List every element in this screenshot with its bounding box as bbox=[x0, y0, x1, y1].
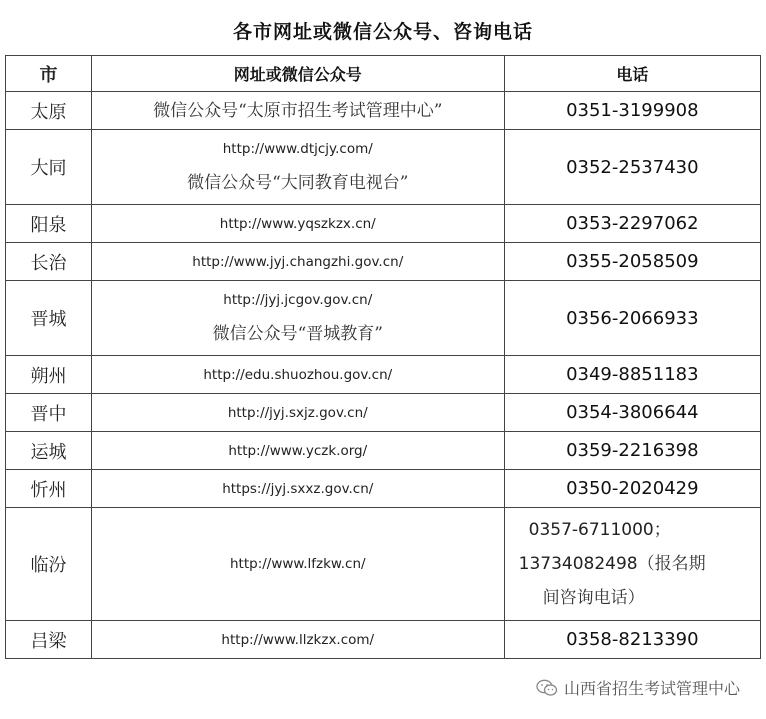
site-cell bbox=[91, 243, 504, 281]
site-cell bbox=[91, 130, 504, 205]
header-city: 市 bbox=[6, 56, 92, 92]
header-site: 网址或微信公众号 bbox=[91, 56, 504, 92]
table-row bbox=[6, 130, 761, 205]
city-cell: 运城 bbox=[6, 432, 92, 470]
city-cell: 晋中 bbox=[6, 394, 92, 432]
city-cell: 长治 bbox=[6, 243, 92, 281]
phone-cell: 0358-8213390 bbox=[504, 621, 760, 659]
website-link[interactable]: http://www.dtjcjy.com/ bbox=[222, 141, 373, 157]
website-link[interactable]: http://edu.shuozhou.gov.cn/ bbox=[203, 366, 393, 383]
site-cell bbox=[91, 621, 504, 659]
table-row bbox=[6, 356, 761, 394]
phone-note: 间咨询电话） bbox=[542, 588, 645, 608]
phone-cell: 0356-2066933 bbox=[504, 281, 760, 356]
site-cell bbox=[91, 205, 504, 243]
website-link[interactable]: http://jyj.sxjz.gov.cn/ bbox=[227, 404, 368, 421]
site-cell bbox=[91, 508, 504, 621]
website-link[interactable]: http://www.llzkzx.com/ bbox=[221, 631, 375, 648]
city-cell: 吕梁 bbox=[6, 621, 92, 659]
phone-cell: 0351-3199908 bbox=[504, 92, 760, 130]
table-header-row bbox=[6, 56, 761, 92]
contact-table bbox=[5, 55, 761, 659]
phone-cell bbox=[504, 508, 760, 621]
city-cell: 晋城 bbox=[6, 281, 92, 356]
website-link[interactable]: https://jyj.sxxz.gov.cn/ bbox=[222, 480, 374, 497]
site-cell bbox=[91, 470, 504, 508]
table-row bbox=[6, 243, 761, 281]
city-cell: 阳泉 bbox=[6, 205, 92, 243]
table-row bbox=[6, 281, 761, 356]
phone-cell: 0359-2216398 bbox=[504, 432, 760, 470]
phone-note: （报名期 bbox=[637, 554, 706, 574]
wechat-account: 微信公众号“晋城教育” bbox=[212, 324, 383, 344]
watermark-text: 山西省招生考试管理中心 bbox=[563, 679, 740, 698]
site-cell bbox=[91, 356, 504, 394]
phone-cell: 0349-8851183 bbox=[504, 356, 760, 394]
city-cell: 朔州 bbox=[6, 356, 92, 394]
website-link[interactable]: http://www.yqszkzx.cn/ bbox=[219, 215, 376, 232]
table-row bbox=[6, 394, 761, 432]
table-row bbox=[6, 508, 761, 621]
watermark bbox=[536, 676, 740, 699]
phone-number: 0357-6711000； bbox=[528, 520, 671, 540]
city-cell: 太原 bbox=[6, 92, 92, 130]
phone-cell: 0354-3806644 bbox=[504, 394, 760, 432]
city-cell: 临汾 bbox=[6, 508, 92, 621]
table-row bbox=[6, 92, 761, 130]
phone-cell: 0353-2297062 bbox=[504, 205, 760, 243]
wechat-icon bbox=[536, 679, 558, 697]
website-link[interactable]: http://jyj.jcgov.gov.cn/ bbox=[223, 292, 373, 308]
wechat-account: 微信公众号“大同教育电视台” bbox=[187, 173, 409, 193]
wechat-account: 微信公众号“太原市招生考试管理中心” bbox=[153, 100, 443, 121]
site-cell bbox=[91, 394, 504, 432]
table-row bbox=[6, 470, 761, 508]
website-link[interactable]: http://www.jyj.changzhi.gov.cn/ bbox=[192, 253, 404, 270]
header-phone: 电话 bbox=[504, 56, 760, 92]
site-cell bbox=[91, 432, 504, 470]
phone-cell: 0350-2020429 bbox=[504, 470, 760, 508]
website-link[interactable]: http://www.lfzkw.cn/ bbox=[229, 556, 366, 572]
city-cell: 忻州 bbox=[6, 470, 92, 508]
phone-cell: 0355-2058509 bbox=[504, 243, 760, 281]
phone-number: 13734082498 bbox=[518, 554, 638, 574]
website-link[interactable]: http://www.yczk.org/ bbox=[228, 442, 368, 459]
site-cell bbox=[91, 92, 504, 130]
table-row bbox=[6, 205, 761, 243]
site-cell bbox=[91, 281, 504, 356]
city-cell: 大同 bbox=[6, 130, 92, 205]
phone-cell: 0352-2537430 bbox=[504, 130, 760, 205]
page-title: 各市网址或微信公众号、咨询电话 bbox=[232, 21, 533, 43]
table-row bbox=[6, 432, 761, 470]
table-row bbox=[6, 621, 761, 659]
